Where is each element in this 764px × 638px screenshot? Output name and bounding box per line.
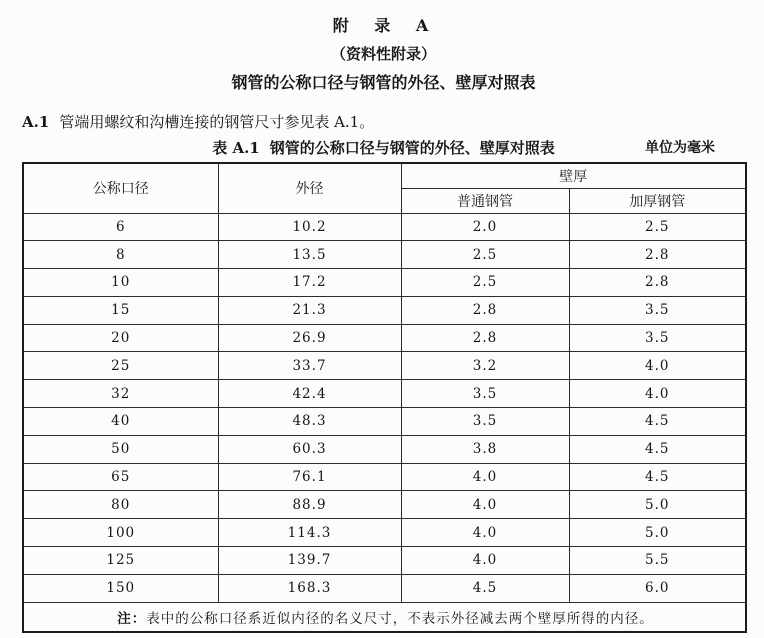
table-cell: 114.3 <box>218 519 401 547</box>
table-cell: 21.3 <box>218 296 401 324</box>
table-cell: 3.5 <box>401 380 569 408</box>
table-cell: 8 <box>23 241 218 269</box>
table-cell: 2.8 <box>401 324 569 352</box>
table-cell: 4.5 <box>569 435 746 463</box>
pipe-size-table <box>22 162 747 633</box>
table-cell: 65 <box>23 463 218 491</box>
table-cell: 4.0 <box>401 463 569 491</box>
table-cell: 13.5 <box>218 241 401 269</box>
table-cell: 2.0 <box>401 213 569 241</box>
header-nominal-diameter: 公称口径 <box>23 163 218 213</box>
table-row <box>23 380 746 408</box>
table-cell: 4.0 <box>401 547 569 575</box>
table-cell: 80 <box>23 491 218 519</box>
table-cell: 60.3 <box>218 435 401 463</box>
table-row <box>23 296 746 324</box>
table-cell: 32 <box>23 380 218 408</box>
table-cell: 3.2 <box>401 352 569 380</box>
header-outer-diameter: 外径 <box>218 163 401 213</box>
table-cell: 2.5 <box>401 269 569 297</box>
table-row <box>23 352 746 380</box>
table-cell: 10.2 <box>218 213 401 241</box>
appendix-heading: 钢管的公称口径与钢管的外径、壁厚对照表 <box>231 73 536 92</box>
table-cell: 100 <box>23 519 218 547</box>
table-caption <box>22 136 745 160</box>
header-normal-pipe: 普通钢管 <box>401 188 569 213</box>
table-note <box>23 602 746 632</box>
section-a1-text: 管端用螺纹和沟槽连接的钢管尺寸参见表 A.1。 <box>59 113 375 131</box>
table-body <box>23 213 746 602</box>
table-cell: 4.5 <box>569 463 746 491</box>
table-row <box>23 463 746 491</box>
table-cell: 20 <box>23 324 218 352</box>
table-cell: 150 <box>23 574 218 602</box>
table-cell: 3.5 <box>569 324 746 352</box>
table-cell: 4.0 <box>569 380 746 408</box>
table-cell: 3.5 <box>569 296 746 324</box>
table-cell: 40 <box>23 408 218 436</box>
table-cell: 2.8 <box>569 269 746 297</box>
table-cell: 26.9 <box>218 324 401 352</box>
table-cell: 42.4 <box>218 380 401 408</box>
table-row <box>23 574 746 602</box>
table-row <box>23 241 746 269</box>
table-cell: 15 <box>23 296 218 324</box>
table-cell: 2.8 <box>569 241 746 269</box>
table-caption-text: 钢管的公称口径与钢管的外径、壁厚对照表 <box>269 139 555 157</box>
appendix-title-block <box>22 10 745 93</box>
table-cell: 5.0 <box>569 491 746 519</box>
table-cell: 10 <box>23 269 218 297</box>
note-row <box>23 602 746 632</box>
table-cell: 125 <box>23 547 218 575</box>
header-thickened-pipe: 加厚钢管 <box>569 188 746 213</box>
table-cell: 50 <box>23 435 218 463</box>
section-a1-paragraph <box>22 112 745 132</box>
table-cell: 5.5 <box>569 547 746 575</box>
header-row-1 <box>23 163 746 188</box>
table-row <box>23 324 746 352</box>
table-cell: 76.1 <box>218 463 401 491</box>
table-cell: 3.5 <box>401 408 569 436</box>
note-text: 表中的公称口径系近似内径的名义尺寸，不表示外径减去两个壁厚所得的内径。 <box>146 610 654 627</box>
table-cell: 2.8 <box>401 296 569 324</box>
table-cell: 6.0 <box>569 574 746 602</box>
table-row <box>23 519 746 547</box>
table-cell: 17.2 <box>218 269 401 297</box>
table-cell: 2.5 <box>401 241 569 269</box>
table-cell: 88.9 <box>218 491 401 519</box>
table-header <box>23 163 746 213</box>
table-cell: 2.5 <box>569 213 746 241</box>
table-caption-label: 表 A.1 <box>212 139 260 157</box>
table-row <box>23 435 746 463</box>
table-cell: 4.0 <box>401 491 569 519</box>
table-row <box>23 408 746 436</box>
table-cell: 4.0 <box>569 352 746 380</box>
table-cell: 6 <box>23 213 218 241</box>
section-a1-label: A.1 <box>22 113 50 131</box>
table-cell: 4.5 <box>569 408 746 436</box>
table-caption-row <box>22 136 745 160</box>
table-row <box>23 547 746 575</box>
table-cell: 33.7 <box>218 352 401 380</box>
table-cell: 4.5 <box>401 574 569 602</box>
table-row <box>23 213 746 241</box>
table-cell: 4.0 <box>401 519 569 547</box>
table-cell: 139.7 <box>218 547 401 575</box>
appendix-title: 附 录 A <box>332 16 435 35</box>
unit-note: 单位为毫米 <box>645 140 715 156</box>
appendix-subtitle: （资料性附录） <box>330 45 436 63</box>
table-cell: 25 <box>23 352 218 380</box>
note-label: 注： <box>117 610 147 627</box>
table-row <box>23 269 746 297</box>
table-cell: 168.3 <box>218 574 401 602</box>
table-cell: 5.0 <box>569 519 746 547</box>
header-wall-thickness-group: 壁厚 <box>401 163 746 188</box>
table-row <box>23 491 746 519</box>
table-cell: 48.3 <box>218 408 401 436</box>
table-cell: 3.8 <box>401 435 569 463</box>
table-footer <box>23 602 746 632</box>
